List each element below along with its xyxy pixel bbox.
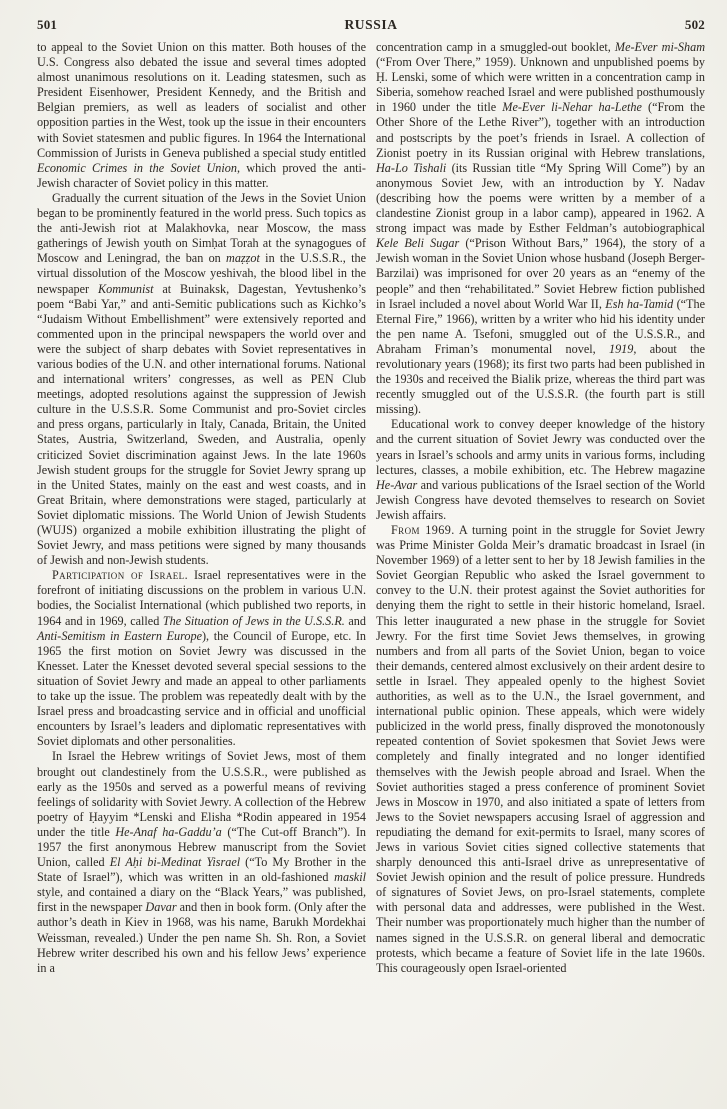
text-run: at Buinaksk, Dagestan, Yevtushenko’s poem “Babi Yar,” and anti-Semitic publications such as Kichko’s “Judaism Without Embellishment” were extensively reported and commented upon in the principal newspapers the world over and were the subject of sharp debates with Soviet representatives in various bodies of the U.N. and other international forums. National and international writers’ congresses, as well as PEN Club meetings, adopted resolutions against the suppression of Jewish culture in the U.S.S.R. Some Communist and pro-Soviet circles and press organs, particularly in Italy, Canada, Britain, the United States, Austria, Switzerland, Sweden, and Australia, openly criticized Soviet discrimination against Jews. In the late 1960s Jewish student groups for the struggle for Soviet Jewry sprang up in the United States, mainly on the east and west coasts, and in Great Britain, where demonstrations were staged, particularly at Soviet diplomatic missions. The World Union of Jewish Students (WUJS) organized a mobile exhibition illustrating the plight of Soviet Jewry, and mass petitions were signed by many thousands of Jewish and non-Jewish students. bbox=[37, 281, 366, 568]
text-run: , which proved the anti-Jewish character of Soviet policy in this matter. bbox=[37, 160, 366, 190]
text-run: to appeal to the Soviet Union on this matter. Both houses of the U.S. Congress also debated the issue and several times adopted almost unanimous resolutions on it. Leading statesmen, such as President Eisenhower, President Kennedy, and the British and Belgian premiers, as well as leaders of socialist and other opposition parties in the West, took up the issue in their encounters with Soviet statesmen and public figures. In 1964 the International Commission of Jurists in Geneva published a special study entitled bbox=[37, 40, 366, 160]
italic-text: Ha-Lo Tishali bbox=[376, 160, 447, 175]
text-run: concentration camp in a smuggled-out booklet, bbox=[376, 40, 615, 54]
text-run: and bbox=[344, 613, 366, 628]
text-run: In Israel the Hebrew writings of Soviet Jews, most of them brought out clandestinely from the U.S.S.R., were published as early as the 1950s and served as a powerful means of reviving feelings of solidarity with Soviet Jewry. A collection of the Hebrew poetry of Ḥayyim *Lenski and Elisha *Rodin appeared in 1954 under the title bbox=[37, 749, 366, 839]
italic-text: Davar bbox=[145, 900, 177, 915]
italic-text: 1919 bbox=[608, 341, 634, 356]
section-heading: From 1969. bbox=[391, 523, 455, 537]
italic-text: Kele Beli Sugar bbox=[376, 236, 460, 251]
text-run: Gradually the current situation of the Jews in the Soviet Union began to be prominently featured in the world press. Such topics as the anti-Jewish riot at Malakhovka, near Moscow, the mass gatherings of Jewish youth on Simḥat Torah at the synagogues of Moscow and Leningrad, the ban on bbox=[37, 190, 366, 266]
paragraph bbox=[37, 40, 366, 191]
text-run: (its Russian title “My Spring Will Come”) by an anonymous Soviet Jew, with an introduction by Y. Nadav (describing how the poems were written by a member of a clandestine Zionist group in a labor camp), appeared in 1962. A strong impact was made by Esther Feldman’s autobiographical bbox=[376, 160, 705, 236]
text-run: Educational work to convey deeper knowledge of the history and the current situation of Soviet Jewry was conducted over the years in Israel’s schools and army units in various forms, including lectures, classes, a mobile exhibition, etc. The Hebrew magazine bbox=[376, 417, 705, 477]
italic-text: Esh ha-Tamid bbox=[605, 296, 674, 311]
text-run: (“The Cut-off Branch”). In 1957 the first anonymous Hebrew manuscript from the Soviet Union, called bbox=[37, 824, 366, 870]
italic-text: Me-Ever li-Nehar ha-Lethe bbox=[502, 100, 642, 115]
text-run: (“From Over There,” 1959). Unknown and unpublished poems by Ḥ. Lenski, some of which were written in a concentration camp in Siberia, somehow reached Israel and were published posthumously in 1960 under the title bbox=[376, 55, 705, 115]
italic-text: Kommunist bbox=[97, 281, 154, 296]
italic-text: Anti-Semitism in Eastern Europe bbox=[37, 628, 202, 643]
page-number-right: 502 bbox=[684, 17, 705, 32]
text-run: (“The Eternal Fire,” 1966), written by a writer who hid his identity under the pen name A. Tsefoni, smuggled out of the U.S.S.R., and Abraham Friman’s monumental novel, bbox=[376, 296, 706, 356]
paragraph bbox=[376, 40, 705, 417]
right-column bbox=[376, 40, 705, 976]
text-run: (“Prison Without Bars,” 1964), the story of a Jewish woman in the Soviet Union whose husband (Joseph Berger-Barzilai) was imprisoned for over 20 years as an “enemy of the people” and then “rehabilitated.” Soviet Hebrew fiction published in Israel included a novel about World War II, bbox=[376, 236, 706, 311]
text-run: (“From the Other Shore of the Lethe River”), together with an introduction and postscripts by the poet’s friends in Israel. A collection of Zionist poetry in its Russian original with Hebrew translations, bbox=[376, 100, 705, 160]
italic-text: He-Avar bbox=[376, 477, 418, 492]
text-run: in the U.S.S.R., the virtual dissolution of the Moscow yeshivah, the blood libel in the newspaper bbox=[37, 251, 366, 296]
italic-text: maskil bbox=[334, 870, 366, 885]
text-columns bbox=[37, 40, 705, 976]
italic-text: The Situation of Jews in the U.S.S.R. bbox=[162, 613, 345, 628]
italic-text: He-Anaf ha-Gaddu’a bbox=[115, 824, 222, 839]
italic-text: El Aḥi bi-Medinat Yisrael bbox=[109, 855, 241, 870]
left-column bbox=[37, 40, 366, 976]
paragraph bbox=[37, 568, 366, 749]
paragraph bbox=[37, 749, 366, 975]
text-run: and then in book form. (Only after the author’s death in Kiev in 1968, was his name, Barukh Mordekhai Weissman, revealed.) Under the pen name Sh. Sh. Ron, a Soviet Hebrew writer described his own and his fellow Jews’ experience in a bbox=[37, 900, 366, 975]
page-number-left: 501 bbox=[37, 17, 58, 32]
page-header bbox=[37, 17, 705, 33]
text-run: and various publications of the Israel section of the World Jewish Congress have devoted themselves to research on Soviet Jewish affairs. bbox=[376, 477, 705, 522]
italic-text: Me-Ever mi-Sham bbox=[614, 40, 705, 54]
text-run: Israel representatives were in the forefront of initiating discussions on the problem in various U.N. bodies, the Socialist International (which published two reports, in 1964 and in 1969, called bbox=[37, 568, 366, 628]
paragraph bbox=[376, 523, 705, 976]
paragraph bbox=[376, 417, 705, 523]
text-run: ), the Council of Europe, etc. In 1965 the first motion on Soviet Jewry was discussed in the Knesset. Later the Knesset devoted several special sessions to the situation of Soviet Jewry and made an appeal to other parliaments to take up the issue. The problem was repeatedly dealt with by the Israel press and broadcasting service and in official and unofficial encounters by Israel’s leaders and diplomatic representatives with Soviet diplomats and other personalities. bbox=[37, 628, 366, 749]
paragraph bbox=[37, 191, 366, 568]
italic-text: Economic Crimes in the Soviet Union bbox=[37, 160, 237, 175]
text-run: A turning point in the struggle for Soviet Jewry was Prime Minister Golda Meir’s dramatic broadcast in Israel (in November 1969) of a letter sent to her by 18 Jewish families in the Soviet Georgian Republic who asked the Israel government to convey to the U.N. their protest against the Soviet authorities for denying them the right to settle in their historic homeland, Israel. This letter inaugurated a new phase in the struggle for Soviet Jewry. For the first time Soviet Jews themselves, in growing numbers and from all parts of the Soviet Union, began to voice their demands, centered almost exclusively on their ardent desire to settle in Israel. They appealed openly to the highest Soviet authorities, as well as to the U.N., the Israel government, and international public opinion. These appeals, which were widely publicized in the world press, finally disproved the monotonously repeated contention of Soviet spokesmen that Soviet Jews were completely and finally integrated and no longer identified themselves with the Jewish people abroad and Israel. When the Soviet authorities staged a press conference of prominent Soviet Jews in Moscow in 1970, and also initiated a spate of letters from Jews to the Soviet newspapers accusing Israel of aggression and repudiating the demand for exit-permits to Israel, many scores of Jews in various Soviet cities signed collective statements that sharply denounced this anti-Israel drive as unrepresentative of Soviet Jewish opinion and the result of police pressure. Hundreds of signatures of Soviet Jews, on pro-Israel statements, complete with personal data and addresses, were published in the West. Their number was proportionately much higher than the number of names signed in the U.S.S.R. on general liberal and democratic protests, which became a feature of Soviet life in the late 1960s. This courageously open Israel-oriented bbox=[376, 523, 705, 975]
text-run: (“To My Brother in the State of Israel”), which was written in an old-fashioned bbox=[37, 855, 366, 885]
italic-text: maẓẓot bbox=[226, 251, 260, 266]
text-run: style, and contained a diary on the “Black Years,” was published, first in the newspaper bbox=[37, 885, 366, 915]
text-run: , about the revolutionary years (1968); its first two parts had been published in the 1930s and received the Bialik prize, whereas the third part was recently smuggled out of the U.S.S.R. (the fourth part is still missing). bbox=[376, 341, 705, 417]
section-heading: Participation of Israel. bbox=[52, 568, 189, 583]
running-head-title: RUSSIA bbox=[344, 17, 398, 32]
